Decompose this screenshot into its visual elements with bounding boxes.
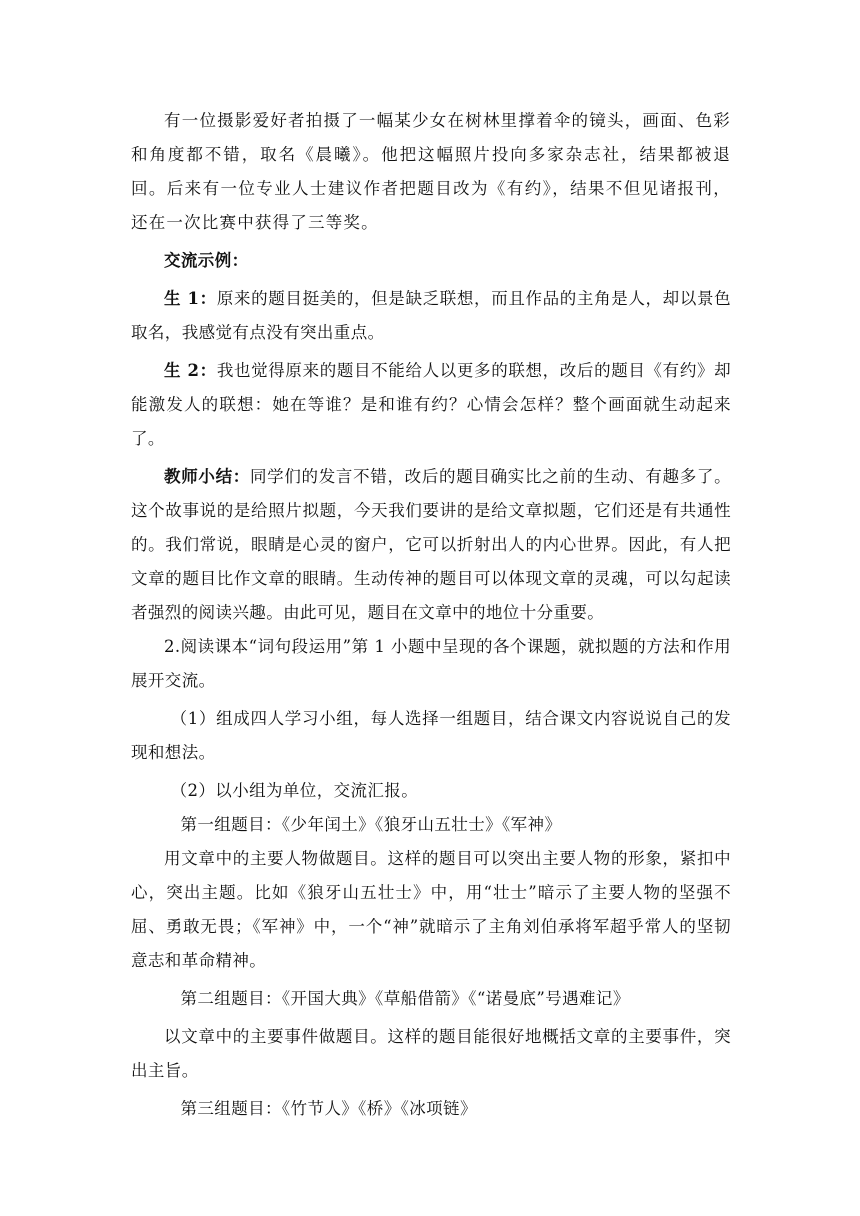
item-2-paragraph: 2.阅读课本“词句段运用”第 1 小题中呈现的各个课题，就拟题的方法和作用展开交流。 [131,637,731,690]
sub-item-2: （2）以小组为单位，交流汇报。 [170,781,419,800]
group2-title: 第二组题目：《开国大典》《草船借箭》《“诺曼底”号遇难记》 [180,989,630,1008]
teacher-summary-paragraph [131,460,731,630]
group1-text: 用文章中的主要人物做题目。这样的题目可以突出主要人物的形象，紧扣中心，突出主题。比如《狼牙山五壮士》中，用“壮士”暗示了主要人物的坚强不屈、勇敢无畏；《军神》中，一个“神”就暗示了主角刘伯承将军超乎常人的坚韧意志和革命精神。 [131,849,731,970]
group3-title: 第三组题目：《竹节人》《桥》《冰项链》 [180,1099,477,1118]
document-page [131,104,731,1126]
student1-text: 原来的题目挺美的，但是缺乏联想，而且作品的主角是人，却以景色取名，我感觉有点没有突出重点。 [131,289,732,342]
student2-label: 生 2： [164,361,217,380]
teacher-summary-label: 教师小结： [164,467,250,486]
sub-item-1: （1）组成四人学习小组，每人选择一组题目，结合课文内容说说自己的发现和想法。 [131,709,731,762]
student2-paragraph [131,354,731,456]
teacher-summary-text: 同学们的发言不错，改后的题目确实比之前的生动、有趣多了。这个故事说的是给照片拟题，今天我们要讲的是给文章拟题，它们还是有共通性的。我们常说，眼睛是心灵的窗户，它可以折射出人的内心世界。因此，有人把文章的题目比作文章的眼睛。生动传神的题目可以体现文章的灵魂，可以勾起读者强烈的阅读兴趣。由此可见，题目在文章中的地位十分重要。 [131,467,731,622]
story-paragraph: 有一位摄影爱好者拍摄了一幅某少女在树林里撑着伞的镜头，画面、色彩和角度都不错，取名《晨曦》。他把这幅照片投向多家杂志社，结果都被退回。后来有一位专业人士建议作者把题目改为《有约》，结果不但见诸报刊，还在一次比赛中获得了三等奖。 [131,111,731,232]
group1-title: 第一组题目：《少年闰土》《狼牙山五壮士》《军神》 [180,815,562,834]
exchange-label [131,244,731,278]
group2-text: 以文章中的主要事件做题目。这样的题目能很好地概括文章的主要事件，突出主旨。 [131,1027,731,1080]
student1-paragraph [131,282,731,350]
student1-label: 生 1： [164,289,217,308]
student2-text: 我也觉得原来的题目不能给人以更多的联想，改后的题目《有约》却能激发人的联想：她在等谁？是和谁有约？心情会怎样？整个画面就生动起来了。 [131,361,732,448]
exchange-heading: 交流示例： [164,251,249,270]
